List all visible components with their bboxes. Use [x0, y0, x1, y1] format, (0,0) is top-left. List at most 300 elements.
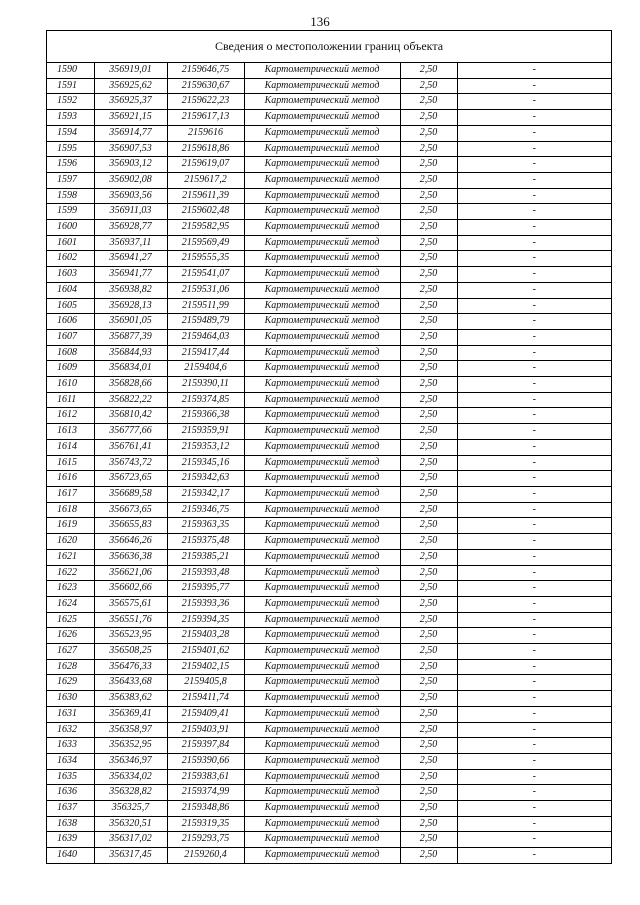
precision-cell: 2,50	[400, 172, 457, 188]
method-cell: Картометрический метод	[244, 785, 400, 801]
description-cell: -	[457, 502, 611, 518]
precision-cell: 2,50	[400, 235, 457, 251]
table-row	[47, 329, 611, 345]
description-cell: -	[457, 424, 611, 440]
point-number-cell: 1611	[47, 392, 94, 408]
method-cell: Картометрический метод	[244, 314, 400, 330]
method-cell: Картометрический метод	[244, 471, 400, 487]
y-coordinate-cell: 2159401,62	[167, 644, 244, 660]
description-cell: -	[457, 596, 611, 612]
description-cell: -	[457, 722, 611, 738]
table-row	[47, 314, 611, 330]
precision-cell: 2,50	[400, 502, 457, 518]
description-cell: -	[457, 251, 611, 267]
y-coordinate-cell: 2159348,86	[167, 801, 244, 817]
description-cell: -	[457, 361, 611, 377]
point-number-cell: 1605	[47, 298, 94, 314]
description-cell: -	[457, 298, 611, 314]
y-coordinate-cell: 2159342,63	[167, 471, 244, 487]
table-row	[47, 267, 611, 283]
method-cell: Картометрический метод	[244, 628, 400, 644]
precision-cell: 2,50	[400, 361, 457, 377]
precision-cell: 2,50	[400, 816, 457, 832]
point-number-cell: 1598	[47, 188, 94, 204]
description-cell: -	[457, 314, 611, 330]
table-row	[47, 502, 611, 518]
x-coordinate-cell: 356508,25	[94, 644, 167, 660]
table-row	[47, 644, 611, 660]
y-coordinate-cell: 2159617,2	[167, 172, 244, 188]
table-row	[47, 596, 611, 612]
description-cell: -	[457, 392, 611, 408]
x-coordinate-cell: 356925,62	[94, 78, 167, 94]
y-coordinate-cell: 2159411,74	[167, 691, 244, 707]
description-cell: -	[457, 785, 611, 801]
method-cell: Картометрический метод	[244, 691, 400, 707]
method-cell: Картометрический метод	[244, 298, 400, 314]
description-cell: -	[457, 518, 611, 534]
x-coordinate-cell: 356925,37	[94, 94, 167, 110]
table-row	[47, 549, 611, 565]
method-cell: Картометрический метод	[244, 801, 400, 817]
method-cell: Картометрический метод	[244, 722, 400, 738]
description-cell: -	[457, 581, 611, 597]
precision-cell: 2,50	[400, 298, 457, 314]
table-row	[47, 157, 611, 173]
method-cell: Картометрический метод	[244, 486, 400, 502]
y-coordinate-cell: 2159403,28	[167, 628, 244, 644]
table-row	[47, 172, 611, 188]
x-coordinate-cell: 356907,53	[94, 141, 167, 157]
table-row	[47, 628, 611, 644]
point-number-cell: 1622	[47, 565, 94, 581]
y-coordinate-cell: 2159397,84	[167, 738, 244, 754]
method-cell: Картометрический метод	[244, 738, 400, 754]
precision-cell: 2,50	[400, 832, 457, 848]
x-coordinate-cell: 356476,33	[94, 659, 167, 675]
y-coordinate-cell: 2159602,48	[167, 204, 244, 220]
description-cell: -	[457, 534, 611, 550]
method-cell: Картометрический метод	[244, 377, 400, 393]
description-cell: -	[457, 439, 611, 455]
y-coordinate-cell: 2159394,35	[167, 612, 244, 628]
table-row	[47, 424, 611, 440]
x-coordinate-cell: 356352,95	[94, 738, 167, 754]
x-coordinate-cell: 356325,7	[94, 801, 167, 817]
x-coordinate-cell: 356743,72	[94, 455, 167, 471]
method-cell: Картометрический метод	[244, 361, 400, 377]
x-coordinate-cell: 356822,22	[94, 392, 167, 408]
description-cell: -	[457, 816, 611, 832]
description-cell: -	[457, 471, 611, 487]
precision-cell: 2,50	[400, 204, 457, 220]
description-cell: -	[457, 706, 611, 722]
method-cell: Картометрический метод	[244, 125, 400, 141]
y-coordinate-cell: 2159260,4	[167, 848, 244, 864]
method-cell: Картометрический метод	[244, 816, 400, 832]
precision-cell: 2,50	[400, 125, 457, 141]
table-row	[47, 565, 611, 581]
precision-cell: 2,50	[400, 110, 457, 126]
description-cell: -	[457, 549, 611, 565]
precision-cell: 2,50	[400, 581, 457, 597]
y-coordinate-cell: 2159646,75	[167, 63, 244, 78]
x-coordinate-cell: 356902,08	[94, 172, 167, 188]
y-coordinate-cell: 2159342,17	[167, 486, 244, 502]
y-coordinate-cell: 2159366,38	[167, 408, 244, 424]
y-coordinate-cell: 2159359,91	[167, 424, 244, 440]
method-cell: Картометрический метод	[244, 345, 400, 361]
method-cell: Картометрический метод	[244, 110, 400, 126]
point-number-cell: 1593	[47, 110, 94, 126]
point-number-cell: 1637	[47, 801, 94, 817]
y-coordinate-cell: 2159630,67	[167, 78, 244, 94]
table-row	[47, 392, 611, 408]
precision-cell: 2,50	[400, 157, 457, 173]
point-number-cell: 1608	[47, 345, 94, 361]
point-number-cell: 1620	[47, 534, 94, 550]
x-coordinate-cell: 356346,97	[94, 753, 167, 769]
point-number-cell: 1590	[47, 63, 94, 78]
precision-cell: 2,50	[400, 424, 457, 440]
table-row	[47, 848, 611, 864]
point-number-cell: 1621	[47, 549, 94, 565]
point-number-cell: 1632	[47, 722, 94, 738]
x-coordinate-cell: 356320,51	[94, 816, 167, 832]
precision-cell: 2,50	[400, 518, 457, 534]
y-coordinate-cell: 2159390,11	[167, 377, 244, 393]
y-coordinate-cell: 2159403,91	[167, 722, 244, 738]
precision-cell: 2,50	[400, 94, 457, 110]
precision-cell: 2,50	[400, 738, 457, 754]
point-number-cell: 1617	[47, 486, 94, 502]
y-coordinate-cell: 2159374,99	[167, 785, 244, 801]
precision-cell: 2,50	[400, 565, 457, 581]
y-coordinate-cell: 2159385,21	[167, 549, 244, 565]
point-number-cell: 1603	[47, 267, 94, 283]
description-cell: -	[457, 204, 611, 220]
point-number-cell: 1619	[47, 518, 94, 534]
precision-cell: 2,50	[400, 722, 457, 738]
x-coordinate-cell: 356551,76	[94, 612, 167, 628]
table-row	[47, 722, 611, 738]
description-cell: -	[457, 691, 611, 707]
point-number-cell: 1616	[47, 471, 94, 487]
precision-cell: 2,50	[400, 329, 457, 345]
precision-cell: 2,50	[400, 141, 457, 157]
method-cell: Картометрический метод	[244, 659, 400, 675]
y-coordinate-cell: 2159374,85	[167, 392, 244, 408]
y-coordinate-cell: 2159531,06	[167, 282, 244, 298]
precision-cell: 2,50	[400, 596, 457, 612]
table-row	[47, 78, 611, 94]
precision-cell: 2,50	[400, 282, 457, 298]
x-coordinate-cell: 356636,38	[94, 549, 167, 565]
method-cell: Картометрический метод	[244, 502, 400, 518]
method-cell: Картометрический метод	[244, 408, 400, 424]
description-cell: -	[457, 769, 611, 785]
y-coordinate-cell: 2159405,8	[167, 675, 244, 691]
method-cell: Картометрический метод	[244, 534, 400, 550]
method-cell: Картометрический метод	[244, 596, 400, 612]
y-coordinate-cell: 2159464,03	[167, 329, 244, 345]
method-cell: Картометрический метод	[244, 172, 400, 188]
description-cell: -	[457, 172, 611, 188]
point-number-cell: 1638	[47, 816, 94, 832]
x-coordinate-cell: 356777,66	[94, 424, 167, 440]
description-cell: -	[457, 565, 611, 581]
point-number-cell: 1625	[47, 612, 94, 628]
method-cell: Картометрический метод	[244, 204, 400, 220]
x-coordinate-cell: 356334,02	[94, 769, 167, 785]
method-cell: Картометрический метод	[244, 267, 400, 283]
precision-cell: 2,50	[400, 534, 457, 550]
y-coordinate-cell: 2159617,13	[167, 110, 244, 126]
table-row	[47, 282, 611, 298]
coordinates-table	[47, 63, 611, 864]
method-cell: Картометрический метод	[244, 141, 400, 157]
method-cell: Картометрический метод	[244, 188, 400, 204]
point-number-cell: 1602	[47, 251, 94, 267]
x-coordinate-cell: 356844,93	[94, 345, 167, 361]
x-coordinate-cell: 356328,82	[94, 785, 167, 801]
precision-cell: 2,50	[400, 471, 457, 487]
method-cell: Картометрический метод	[244, 832, 400, 848]
point-number-cell: 1594	[47, 125, 94, 141]
point-number-cell: 1613	[47, 424, 94, 440]
precision-cell: 2,50	[400, 785, 457, 801]
precision-cell: 2,50	[400, 408, 457, 424]
point-number-cell: 1597	[47, 172, 94, 188]
precision-cell: 2,50	[400, 220, 457, 236]
point-number-cell: 1610	[47, 377, 94, 393]
precision-cell: 2,50	[400, 188, 457, 204]
description-cell: -	[457, 455, 611, 471]
y-coordinate-cell: 2159569,49	[167, 235, 244, 251]
point-number-cell: 1615	[47, 455, 94, 471]
y-coordinate-cell: 2159582,95	[167, 220, 244, 236]
point-number-cell: 1623	[47, 581, 94, 597]
table-row	[47, 769, 611, 785]
table-row	[47, 612, 611, 628]
description-cell: -	[457, 377, 611, 393]
table-row	[47, 518, 611, 534]
y-coordinate-cell: 2159618,86	[167, 141, 244, 157]
precision-cell: 2,50	[400, 455, 457, 471]
precision-cell: 2,50	[400, 659, 457, 675]
y-coordinate-cell: 2159353,12	[167, 439, 244, 455]
point-number-cell: 1630	[47, 691, 94, 707]
x-coordinate-cell: 356938,82	[94, 282, 167, 298]
method-cell: Картометрический метод	[244, 392, 400, 408]
x-coordinate-cell: 356921,15	[94, 110, 167, 126]
method-cell: Картометрический метод	[244, 424, 400, 440]
point-number-cell: 1609	[47, 361, 94, 377]
precision-cell: 2,50	[400, 769, 457, 785]
precision-cell: 2,50	[400, 314, 457, 330]
y-coordinate-cell: 2159375,48	[167, 534, 244, 550]
y-coordinate-cell: 2159611,39	[167, 188, 244, 204]
precision-cell: 2,50	[400, 675, 457, 691]
x-coordinate-cell: 356919,01	[94, 63, 167, 78]
y-coordinate-cell: 2159622,23	[167, 94, 244, 110]
point-number-cell: 1636	[47, 785, 94, 801]
table-row	[47, 408, 611, 424]
point-number-cell: 1618	[47, 502, 94, 518]
x-coordinate-cell: 356761,41	[94, 439, 167, 455]
y-coordinate-cell: 2159402,15	[167, 659, 244, 675]
y-coordinate-cell: 2159383,61	[167, 769, 244, 785]
method-cell: Картометрический метод	[244, 282, 400, 298]
method-cell: Картометрический метод	[244, 549, 400, 565]
table-row	[47, 832, 611, 848]
y-coordinate-cell: 2159404,6	[167, 361, 244, 377]
boundary-table-frame	[46, 30, 612, 864]
x-coordinate-cell: 356602,66	[94, 581, 167, 597]
x-coordinate-cell: 356834,01	[94, 361, 167, 377]
method-cell: Картометрический метод	[244, 220, 400, 236]
point-number-cell: 1607	[47, 329, 94, 345]
y-coordinate-cell: 2159293,75	[167, 832, 244, 848]
x-coordinate-cell: 356828,66	[94, 377, 167, 393]
table-row	[47, 675, 611, 691]
table-row	[47, 110, 611, 126]
method-cell: Картометрический метод	[244, 157, 400, 173]
x-coordinate-cell: 356928,77	[94, 220, 167, 236]
point-number-cell: 1595	[47, 141, 94, 157]
point-number-cell: 1591	[47, 78, 94, 94]
table-row	[47, 486, 611, 502]
method-cell: Картометрический метод	[244, 251, 400, 267]
description-cell: -	[457, 848, 611, 864]
point-number-cell: 1629	[47, 675, 94, 691]
description-cell: -	[457, 345, 611, 361]
description-cell: -	[457, 832, 611, 848]
description-cell: -	[457, 675, 611, 691]
precision-cell: 2,50	[400, 377, 457, 393]
table-row	[47, 63, 611, 78]
table-row	[47, 801, 611, 817]
precision-cell: 2,50	[400, 848, 457, 864]
method-cell: Картометрический метод	[244, 612, 400, 628]
x-coordinate-cell: 356941,77	[94, 267, 167, 283]
description-cell: -	[457, 125, 611, 141]
x-coordinate-cell: 356723,65	[94, 471, 167, 487]
table-row	[47, 345, 611, 361]
description-cell: -	[457, 63, 611, 78]
x-coordinate-cell: 356358,97	[94, 722, 167, 738]
point-number-cell: 1612	[47, 408, 94, 424]
table-row	[47, 659, 611, 675]
table-row	[47, 706, 611, 722]
table-row	[47, 361, 611, 377]
point-number-cell: 1634	[47, 753, 94, 769]
x-coordinate-cell: 356646,26	[94, 534, 167, 550]
method-cell: Картометрический метод	[244, 94, 400, 110]
precision-cell: 2,50	[400, 644, 457, 660]
method-cell: Картометрический метод	[244, 63, 400, 78]
precision-cell: 2,50	[400, 753, 457, 769]
precision-cell: 2,50	[400, 549, 457, 565]
table-row	[47, 125, 611, 141]
precision-cell: 2,50	[400, 78, 457, 94]
y-coordinate-cell: 2159363,35	[167, 518, 244, 534]
precision-cell: 2,50	[400, 628, 457, 644]
description-cell: -	[457, 220, 611, 236]
y-coordinate-cell: 2159393,36	[167, 596, 244, 612]
description-cell: -	[457, 329, 611, 345]
x-coordinate-cell: 356383,62	[94, 691, 167, 707]
description-cell: -	[457, 628, 611, 644]
description-cell: -	[457, 267, 611, 283]
method-cell: Картометрический метод	[244, 235, 400, 251]
point-number-cell: 1635	[47, 769, 94, 785]
point-number-cell: 1639	[47, 832, 94, 848]
table-row	[47, 298, 611, 314]
y-coordinate-cell: 2159417,44	[167, 345, 244, 361]
y-coordinate-cell: 2159409,41	[167, 706, 244, 722]
precision-cell: 2,50	[400, 267, 457, 283]
method-cell: Картометрический метод	[244, 706, 400, 722]
table-row	[47, 816, 611, 832]
description-cell: -	[457, 738, 611, 754]
x-coordinate-cell: 356621,06	[94, 565, 167, 581]
table-row	[47, 455, 611, 471]
precision-cell: 2,50	[400, 392, 457, 408]
description-cell: -	[457, 157, 611, 173]
y-coordinate-cell: 2159393,48	[167, 565, 244, 581]
description-cell: -	[457, 78, 611, 94]
description-cell: -	[457, 801, 611, 817]
y-coordinate-cell: 2159619,07	[167, 157, 244, 173]
y-coordinate-cell: 2159390,66	[167, 753, 244, 769]
x-coordinate-cell: 356911,03	[94, 204, 167, 220]
description-cell: -	[457, 486, 611, 502]
y-coordinate-cell: 2159395,77	[167, 581, 244, 597]
precision-cell: 2,50	[400, 706, 457, 722]
x-coordinate-cell: 356369,41	[94, 706, 167, 722]
y-coordinate-cell: 2159346,75	[167, 502, 244, 518]
method-cell: Картометрический метод	[244, 455, 400, 471]
table-row	[47, 785, 611, 801]
table-row	[47, 251, 611, 267]
description-cell: -	[457, 141, 611, 157]
table-row	[47, 94, 611, 110]
point-number-cell: 1628	[47, 659, 94, 675]
description-cell: -	[457, 753, 611, 769]
precision-cell: 2,50	[400, 691, 457, 707]
y-coordinate-cell: 2159541,07	[167, 267, 244, 283]
x-coordinate-cell: 356928,13	[94, 298, 167, 314]
table-row	[47, 141, 611, 157]
description-cell: -	[457, 94, 611, 110]
precision-cell: 2,50	[400, 486, 457, 502]
x-coordinate-cell: 356903,56	[94, 188, 167, 204]
table-row	[47, 581, 611, 597]
y-coordinate-cell: 2159616	[167, 125, 244, 141]
point-number-cell: 1627	[47, 644, 94, 660]
description-cell: -	[457, 235, 611, 251]
description-cell: -	[457, 659, 611, 675]
table-row	[47, 534, 611, 550]
table-row	[47, 471, 611, 487]
point-number-cell: 1600	[47, 220, 94, 236]
y-coordinate-cell: 2159489,79	[167, 314, 244, 330]
y-coordinate-cell: 2159511,99	[167, 298, 244, 314]
point-number-cell: 1640	[47, 848, 94, 864]
x-coordinate-cell: 356914,77	[94, 125, 167, 141]
precision-cell: 2,50	[400, 612, 457, 628]
